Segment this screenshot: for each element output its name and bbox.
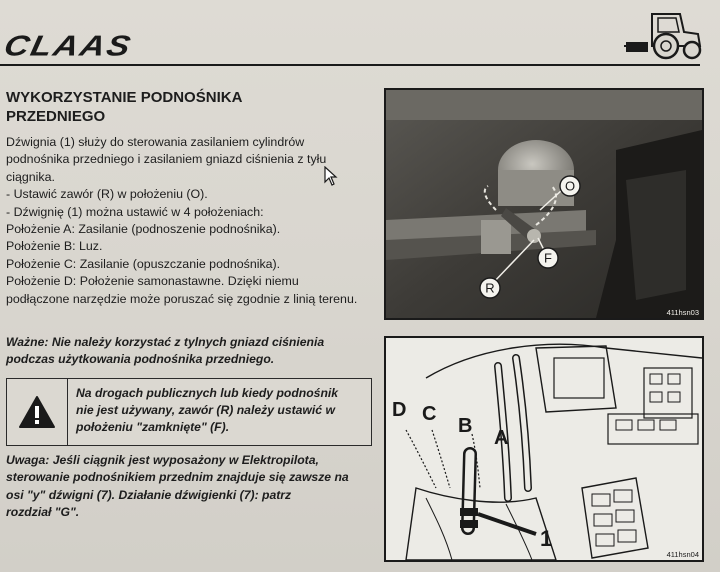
position-d-cont: podłączone narzędzie może poruszać się zgodnie z linią terenu.: [6, 291, 358, 306]
lever-diagram: [384, 336, 704, 562]
label-a: A: [494, 427, 509, 449]
label-c: C: [422, 403, 437, 425]
label-b: B: [458, 415, 473, 437]
valve-photo: [384, 88, 704, 320]
label-o: [560, 176, 580, 196]
position-c: Położenie C: Zasilanie (opuszczanie podnośnika).: [6, 256, 281, 271]
uwaga-line: osi "y" dźwigni (7). Działanie dźwigienki (7): patrz: [6, 487, 292, 502]
figure2-code: 411hsn04: [666, 550, 699, 559]
important-note: [6, 334, 376, 368]
note-line: podczas użytkowania podnośnika przedniego.: [6, 352, 275, 366]
position-a: Położenie A: Zasilanie (podnoszenie podnośnika).: [6, 222, 281, 237]
label-1: 1: [540, 526, 553, 551]
mouse-cursor-icon: [324, 166, 338, 186]
valve-photo-drawing: [386, 90, 702, 318]
tractor-icon: [622, 6, 704, 60]
section-title-line1: WYKORZYSTANIE PODNOŚNIKA: [6, 89, 243, 106]
uwaga-line: Uwaga: Jeśli ciągnik jest wyposażony w Elektropilota,: [6, 453, 319, 467]
warning-box: [6, 378, 372, 446]
warning-text: [68, 379, 346, 445]
header-rule: [0, 64, 700, 66]
position-b: Położenie B: Luz.: [6, 239, 103, 254]
label-d: D: [392, 399, 407, 421]
label-r: [480, 278, 500, 298]
instruction-step: - Dźwignię (1) można ustawić w 4 położeniach:: [6, 204, 264, 219]
body-line: ciągnika.: [6, 169, 55, 184]
figure1-code: 411hsn03: [666, 308, 699, 317]
note-line: Ważne: Nie należy korzystać z tylnych gniazd ciśnienia: [6, 335, 325, 349]
lever-diagram-drawing: [386, 338, 702, 560]
position-d: Położenie D: Położenie samonastawne. Dzięki niemu: [6, 274, 299, 289]
label-f: [538, 248, 558, 268]
warning-line: położeniu "zamknięte" (F).: [76, 420, 230, 434]
uwaga-note: [6, 452, 378, 522]
section-title: [6, 88, 366, 126]
svg-text:R: R: [485, 280, 495, 296]
warning-triangle-icon: [18, 395, 56, 429]
body-line: podnośnika przedniego i zasilaniem gniazd ciśnienia z tyłu: [6, 152, 327, 167]
warning-icon-cell: [7, 379, 68, 445]
instruction-step: - Ustawić zawór (R) w położeniu (O).: [6, 187, 208, 202]
uwaga-line: sterowanie podnośnikiem przednim znajduje się zawsze na: [6, 470, 349, 485]
warning-line: Na drogach publicznych lub kiedy podnośnik: [76, 386, 339, 400]
uwaga-line: rozdział "G".: [6, 505, 80, 520]
warning-line: nie jest używany, zawór (R) należy ustawić w: [76, 403, 335, 417]
svg-text:F: F: [544, 250, 552, 266]
body-line: Dźwignia (1) służy do sterowania zasilaniem cylindrów: [6, 135, 305, 149]
brand-logo: CLAAS: [1, 30, 136, 63]
section-title-line2: PRZEDNIEGO: [6, 108, 106, 125]
svg-text:O: O: [564, 178, 576, 194]
body-text: [6, 134, 378, 308]
